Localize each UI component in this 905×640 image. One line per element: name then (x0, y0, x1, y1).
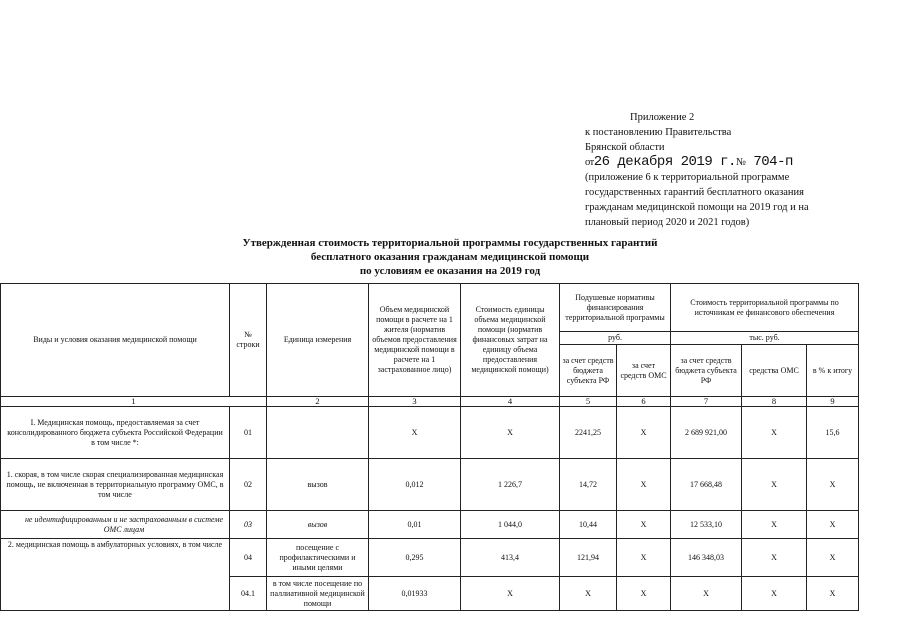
row-name: не идентифицированным и не застрахованным в системе ОМС лицам (1, 511, 230, 539)
row-unit: вызов (267, 511, 369, 539)
row-cost-oms: X (742, 577, 807, 611)
table-row (1, 459, 859, 511)
row-pc-oms: X (617, 459, 671, 511)
row-name: 1. скорая, в том числе скорая специализированная медицинская помощь, не включенная в территориальную программу ОМС, в том числе (1, 459, 230, 511)
cost-table (0, 283, 859, 611)
row-cost-percent: X (807, 511, 859, 539)
row-cost-budget: 2 689 921,00 (671, 407, 742, 459)
row-pc-oms: X (617, 577, 671, 611)
appendix-note-line: (приложение 6 к территориальной программе (585, 172, 790, 183)
row-cost-oms: X (742, 539, 807, 577)
header-cost-percent: в % к итогу (807, 345, 859, 397)
column-number: 9 (807, 397, 859, 407)
row-pc-budget: 10,44 (560, 511, 617, 539)
row-pc-oms: X (617, 539, 671, 577)
row-cost-percent: X (807, 459, 859, 511)
row-pc-budget: 14,72 (560, 459, 617, 511)
row-cost-budget: 17 668,48 (671, 459, 742, 511)
row-unit-cost: 413,4 (461, 539, 560, 577)
row-name: 2. медицинская помощь в амбулаторных условиях, в том числе (1, 539, 230, 611)
column-number: 8 (742, 397, 807, 407)
row-unit-cost: 1 044,0 (461, 511, 560, 539)
appendix-note-line: государственных гарантий бесплатного оказания (585, 187, 804, 198)
appendix-region: Брянской области (585, 142, 665, 153)
appendix-decree: к постановлению Правительства (585, 127, 732, 138)
header-unit-cost: Стоимость единицы объема медицинской помощи (норматив финансовых затрат на единицу объема предоставления медицинской помощи) (461, 284, 560, 397)
column-number: 5 (560, 397, 617, 407)
row-cost-oms: X (742, 511, 807, 539)
header-per-capita-unit: руб. (560, 332, 671, 345)
row-cost-budget: 12 533,10 (671, 511, 742, 539)
appendix-block (585, 110, 885, 230)
row-unit-cost: X (461, 577, 560, 611)
row-unit: вызов (267, 459, 369, 511)
row-no: 02 (230, 459, 267, 511)
header-per-capita: Подушевые нормативы финансирования территориальной программы (560, 284, 671, 332)
row-cost-percent: X (807, 539, 859, 577)
row-pc-oms: X (617, 407, 671, 459)
column-number: 4 (461, 397, 560, 407)
row-volume: 0,012 (369, 459, 461, 511)
row-no: 03 (230, 511, 267, 539)
column-number: 6 (617, 397, 671, 407)
column-number: 3 (369, 397, 461, 407)
header-cost-unit: тыс. руб. (671, 332, 859, 345)
row-cost-budget: X (671, 577, 742, 611)
header-cost-oms: средства ОМС (742, 345, 807, 397)
row-cost-percent: 15,6 (807, 407, 859, 459)
header-unit: Единица измерения (267, 284, 369, 397)
date-prefix: от (585, 157, 594, 168)
row-unit: посещение с профилактическими и иными целями (267, 539, 369, 577)
appendix-date-number (585, 155, 885, 170)
table-row (1, 407, 859, 459)
row-cost-percent: X (807, 577, 859, 611)
row-unit-cost: 1 226,7 (461, 459, 560, 511)
row-unit: в том числе посещение по паллиативной медицинской помощи (267, 577, 369, 611)
row-name-suffix: в том числе *: (91, 437, 139, 447)
row-no: 04.1 (230, 577, 267, 611)
number-value: 704-п (753, 154, 793, 170)
header-cost-budget: за счет средств бюджета субъекта РФ (671, 345, 742, 397)
title-line: по условиям ее оказания на 2019 год (359, 265, 541, 277)
table-row (1, 539, 859, 577)
table-row (1, 511, 859, 539)
row-cost-budget: 146 348,03 (671, 539, 742, 577)
header-cost: Стоимость территориальной программы по источникам ее финансового обеспечения (671, 284, 859, 332)
row-volume: 0,01 (369, 511, 461, 539)
row-name (1, 407, 230, 459)
row-no: 01 (230, 407, 267, 459)
header-row-no: № строки (230, 284, 267, 397)
number-sign: № (735, 157, 746, 168)
row-pc-budget: 2241,25 (560, 407, 617, 459)
header-pc-oms: за счет средств ОМС (617, 345, 671, 397)
title-line: бесплатного оказания гражданам медицинской помощи (310, 251, 590, 263)
header-pc-budget: за счет средств бюджета субъекта РФ (560, 345, 617, 397)
row-pc-oms: X (617, 511, 671, 539)
row-pc-budget: X (560, 577, 617, 611)
column-number: 2 (267, 397, 369, 407)
column-number: 7 (671, 397, 742, 407)
row-unit-cost: X (461, 407, 560, 459)
row-volume: 0,295 (369, 539, 461, 577)
column-number: 1 (1, 397, 267, 407)
title-line: Утвержденная стоимость территориальной программы государственных гарантий (242, 237, 658, 249)
row-cost-oms: X (742, 407, 807, 459)
row-unit (267, 407, 369, 459)
document-title (150, 236, 750, 278)
row-name-text: I. Медицинская помощь, предоставляемая за счет консолидированного бюджета субъекта Российской Федерации (7, 417, 223, 437)
date-value: 26 декабря 2019 г. (593, 154, 736, 170)
header-volume: Объем медицинской помощи в расчете на 1 жителя (норматив объемов предоставления медицинской помощи в расчете на 1 застрахованное лицо) (369, 284, 461, 397)
appendix-note-line: плановый период 2020 и 2021 годов) (585, 217, 750, 228)
row-volume: X (369, 407, 461, 459)
appendix-note-line: гражданам медицинской помощи на 2019 год и на (585, 202, 809, 213)
row-pc-budget: 121,94 (560, 539, 617, 577)
row-cost-oms: X (742, 459, 807, 511)
appendix-title: Приложение 2 (630, 112, 695, 123)
row-volume: 0,01933 (369, 577, 461, 611)
header-kinds: Виды и условия оказания медицинской помощи (1, 284, 230, 397)
row-no: 04 (230, 539, 267, 577)
